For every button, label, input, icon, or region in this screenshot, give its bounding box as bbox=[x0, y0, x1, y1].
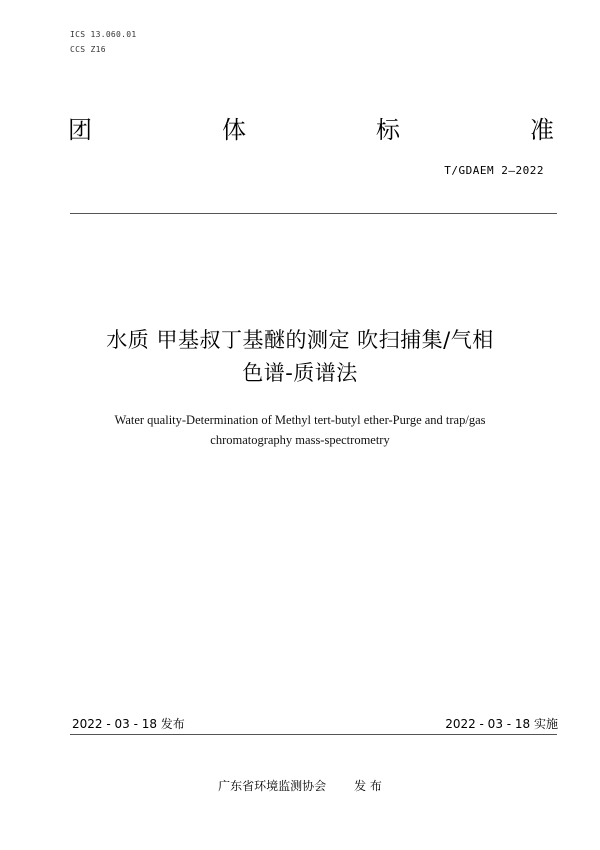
standard-type-char: 团 bbox=[68, 116, 92, 144]
issue-date: 2022 - 03 - 18 发布 bbox=[72, 717, 185, 731]
english-title-line: chromatography mass-spectrometry bbox=[210, 433, 390, 447]
implementation-date: 2022 - 03 - 18 实施 bbox=[445, 717, 558, 731]
standard-number: T/GDAEM 2—2022 bbox=[444, 164, 544, 177]
publisher-line bbox=[0, 777, 600, 794]
chinese-title-line: 水质 甲基叔丁基醚的测定 吹扫捕集/气相 bbox=[106, 328, 494, 352]
bottom-divider bbox=[70, 734, 557, 735]
publisher-name: 广东省环境监测协会 bbox=[218, 779, 327, 793]
ccs-code: CCS Z16 bbox=[70, 45, 106, 54]
standard-type-char: 体 bbox=[222, 116, 246, 144]
chinese-title-line: 色谱-质谱法 bbox=[242, 361, 358, 385]
standard-type-char: 准 bbox=[530, 116, 554, 144]
standard-type-char: 标 bbox=[376, 116, 400, 144]
top-divider bbox=[70, 213, 557, 214]
english-title bbox=[70, 410, 530, 450]
publish-label: 发 布 bbox=[354, 779, 382, 793]
chinese-title bbox=[50, 324, 550, 390]
ics-code: ICS 13.060.01 bbox=[70, 30, 137, 39]
english-title-line: Water quality-Determination of Methyl tert-butyl ether-Purge and trap/gas bbox=[114, 413, 486, 427]
standard-type-heading bbox=[68, 115, 554, 145]
